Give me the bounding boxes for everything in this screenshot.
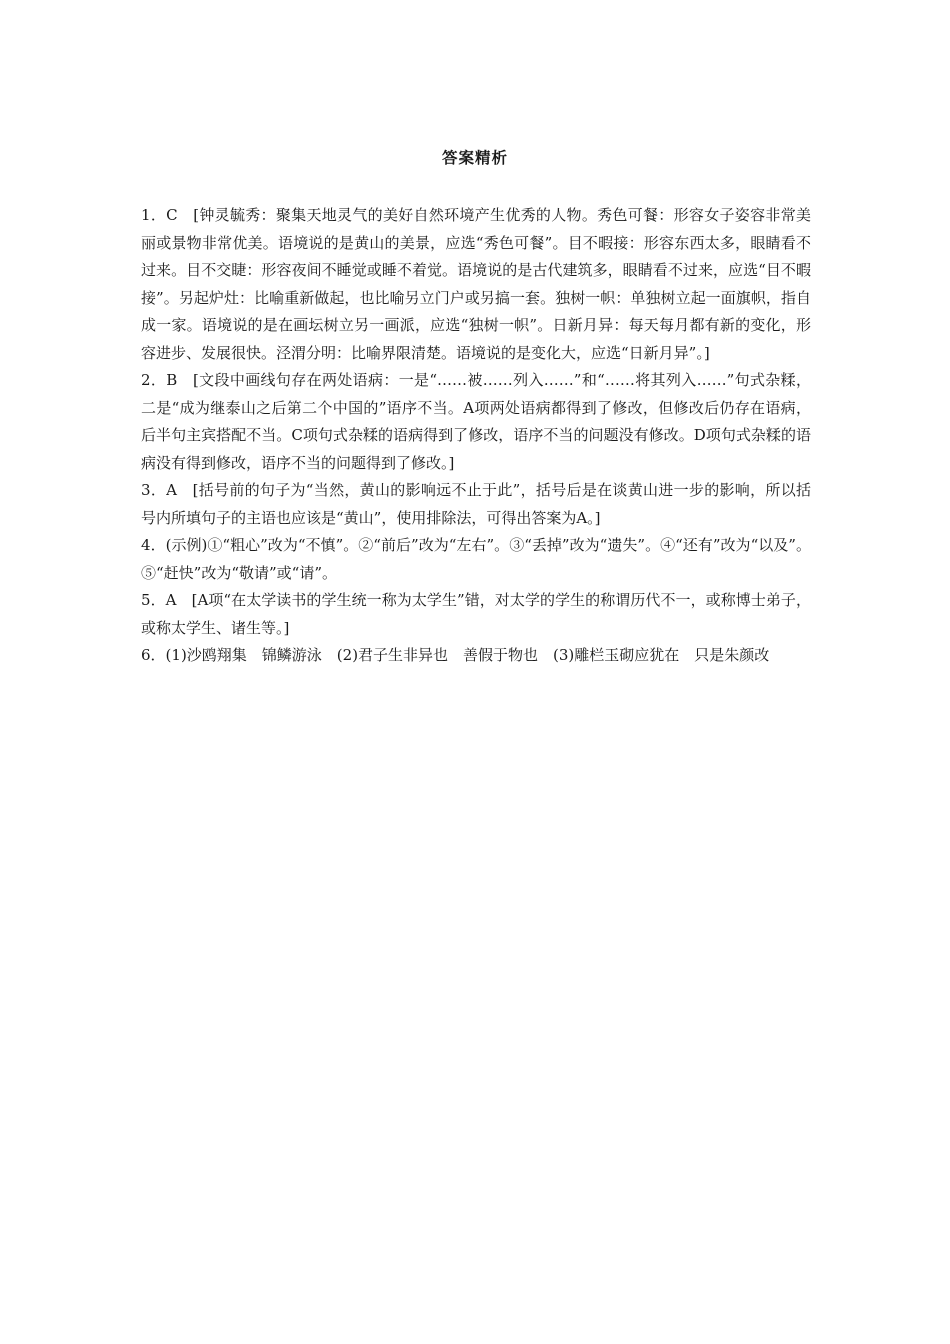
answer-item-4: 4．(示例)①“粗心”改为“不慎”。②“前后”改为“左右”。③“丢掉”改为“遗失”。④“还有”改为“以及”。⑤“赶快”改为“敬请”或“请”。	[141, 536, 811, 582]
answer-item-3: 3．A [括号前的句子为“当然，黄山的影响远不止于此”，括号后是在谈黄山进一步的影响，所以括号内所填句子的主语也应该是“黄山”，使用排除法，可得出答案为A。]	[141, 481, 811, 527]
page-title: 答案精析	[441, 149, 508, 167]
answer-item-5: 5．A [A项“在太学读书的学生统一称为太学生”错，对太学的学生的称谓历代不一，或称博士弟子，或称太学生、诸生等。]	[141, 591, 811, 637]
answer-item-2: 2．B [文段中画线句存在两处语病：一是“……被……列入……”和“……将其列入……”句式杂糅，二是“成为继泰山之后第二个中国的”语序不当。A项两处语病都得到了修改，但修改后仍存在语病，后半句主宾搭配不当。C项句式杂糅的语病得到了修改，语序不当的问题没有修改。D项句式杂糅的语病没有得到修改，语序不当的问题得到了修改。]	[141, 371, 811, 472]
answer-item-6: 6．(1)沙鸥翔集 锦鳞游泳 (2)君子生非异也 善假于物也 (3)雕栏玉砌应犹在 只是朱颜改	[141, 646, 770, 664]
answer-list	[141, 202, 811, 670]
answer-item-1: 1．C [钟灵毓秀：聚集天地灵气的美好自然环境产生优秀的人物。秀色可餐：形容女子姿容非常美丽或景物非常优美。语境说的是黄山的美景，应选“秀色可餐”。目不暇接：形容东西太多，眼睛看不过来。目不交睫：形容夜间不睡觉或睡不着觉。语境说的是古代建筑多，眼睛看不过来，应选“目不暇接”。另起炉灶：比喻重新做起，也比喻另立门户或另搞一套。独树一帜：单独树立起一面旗帜，指自成一家。语境说的是在画坛树立另一画派，应选“独树一帜”。日新月异：每天每月都有新的变化，形容进步、发展很快。泾渭分明：比喻界限清楚。语境说的是变化大，应选“日新月异”。]	[141, 206, 811, 362]
